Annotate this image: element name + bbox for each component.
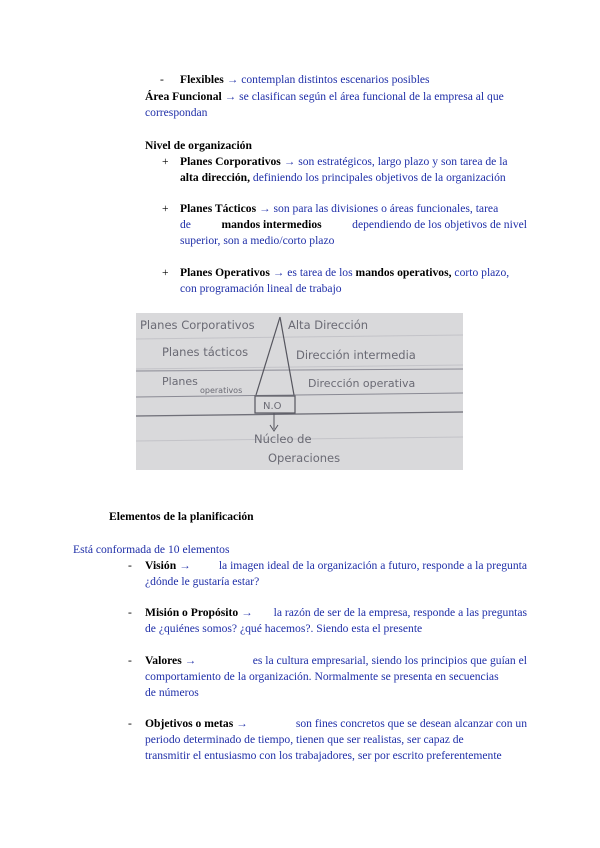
- valores-text-3: de números: [145, 686, 199, 699]
- arrow: →: [236, 717, 248, 730]
- objetivos-text-3: transmitir el entusiasmo con los trabajadores, ser por escrito preferentemente: [145, 749, 502, 762]
- tacticos-line-1: [180, 201, 498, 217]
- valores-line-1: [145, 653, 527, 669]
- tacticos-line-2: [180, 217, 527, 233]
- sketch-label-operativos: operativos: [200, 386, 243, 395]
- arrow: →: [226, 73, 239, 86]
- elementos-heading: Elementos de la planificación: [109, 510, 254, 523]
- bullet-dash: -: [128, 717, 132, 730]
- bold-mandos-operativos: mandos operativos,: [355, 266, 452, 279]
- term-vision: Visión: [145, 559, 177, 572]
- bullet-plus: +: [162, 202, 169, 215]
- bullet-plus: +: [162, 266, 169, 279]
- sketch-label-direccion-intermedia: Dirección intermedia: [296, 348, 416, 362]
- arrow: →: [224, 90, 237, 103]
- bold-alta-direccion: alta dirección,: [180, 171, 250, 184]
- term-flexibles: Flexibles: [180, 73, 224, 86]
- term-objetivos: Objetivos o metas: [145, 717, 234, 730]
- elementos-intro: Está conformada de 10 elementos: [73, 543, 230, 556]
- tacticos-text-a: son para las divisiones o áreas funcionales, tarea: [273, 202, 499, 215]
- tacticos-text-b: dependiendo de los objetivos de nivel: [352, 218, 527, 231]
- flexibles-line: [180, 72, 430, 88]
- sketch-label-alta-direccion: Alta Dirección: [288, 318, 369, 332]
- arrow: →: [259, 202, 271, 215]
- bold-mandos-intermedios: mandos intermedios: [221, 218, 322, 231]
- tacticos-text-c: superior, son a medio/corto plazo: [180, 234, 335, 247]
- sketch-label-planes-corporativos: Planes Corporativos: [140, 318, 255, 332]
- sketch-label-direccion-operativa: Dirección operativa: [308, 377, 416, 390]
- corporativos-text-a: son estratégicos, largo plazo y son tarea de la: [298, 155, 508, 168]
- sketch-label-planes: Planes: [162, 375, 198, 388]
- term-mision: Misión o Propósito: [145, 606, 239, 619]
- bullet-dash: -: [128, 606, 132, 619]
- valores-text-1: es la cultura empresarial, siendo los principios que guían el: [252, 654, 527, 667]
- sketch-label-nucleo: Núcleo de: [254, 432, 312, 446]
- nivel-heading: Nivel de organización: [145, 139, 252, 152]
- flexibles-text: contemplan distintos escenarios posibles: [241, 73, 430, 86]
- vision-text-1: la imagen ideal de la organización a futuro, responde a la pregunta: [218, 559, 527, 572]
- term-planes-operativos: Planes Operativos: [180, 266, 270, 279]
- sketch-label-planes-tacticos: Planes tácticos: [162, 345, 249, 359]
- sketch-drawing: [136, 313, 463, 470]
- operativos-line-1: [180, 265, 509, 281]
- bullet-dash: -: [160, 73, 164, 86]
- area-text-2: correspondan: [145, 106, 208, 119]
- bullet-dash: -: [128, 559, 132, 572]
- arrow: →: [179, 559, 191, 572]
- vision-text-2: ¿dónde le gustaría estar?: [145, 575, 260, 588]
- term-planes-corporativos: Planes Corporativos: [180, 155, 281, 168]
- arrow: →: [184, 654, 197, 667]
- tacticos-text-pre: de: [180, 218, 191, 231]
- term-planes-tacticos: Planes Tácticos: [180, 202, 257, 215]
- arrow: →: [272, 266, 285, 279]
- arrow: →: [241, 606, 253, 619]
- arrow: →: [283, 155, 296, 168]
- operativos-text-b: corto plazo,: [454, 266, 510, 279]
- mision-line-1: [145, 605, 527, 621]
- term-valores: Valores: [145, 654, 182, 667]
- corporativos-text-b: definiendo los principales objetivos de la organización: [252, 171, 506, 184]
- corporativos-line-1: [180, 154, 508, 170]
- bullet-plus: +: [162, 155, 169, 168]
- operativos-text-c: con programación lineal de trabajo: [180, 282, 342, 295]
- term-area-funcional: Área Funcional: [145, 90, 222, 103]
- objetivos-text-2: periodo determinado de tiempo, tienen que ser realistas, ser capaz de: [145, 733, 464, 746]
- vision-line-1: [145, 558, 527, 574]
- area-line-1: [145, 89, 504, 105]
- mision-text-2: de ¿quiénes somos? ¿qué hacemos?. Siendo esta el presente: [145, 622, 423, 635]
- valores-text-2: comportamiento de la organización. Normalmente se presenta en secuencias: [145, 670, 499, 683]
- corporativos-line-2: [180, 170, 506, 186]
- organization-pyramid-sketch: [136, 313, 463, 470]
- operativos-text-a: es tarea de los: [287, 266, 353, 279]
- sketch-label-no: N.O: [263, 401, 282, 412]
- bullet-dash: -: [128, 654, 132, 667]
- objetivos-line-1: [145, 716, 527, 732]
- area-text-1: se clasifican según el área funcional de la empresa al que: [239, 90, 504, 103]
- objetivos-text-1: son fines concretos que se desean alcanzar con un: [295, 717, 527, 730]
- sketch-label-operaciones: Operaciones: [268, 451, 341, 465]
- mision-text-1: la razón de ser de la empresa, responde a las preguntas: [273, 606, 527, 619]
